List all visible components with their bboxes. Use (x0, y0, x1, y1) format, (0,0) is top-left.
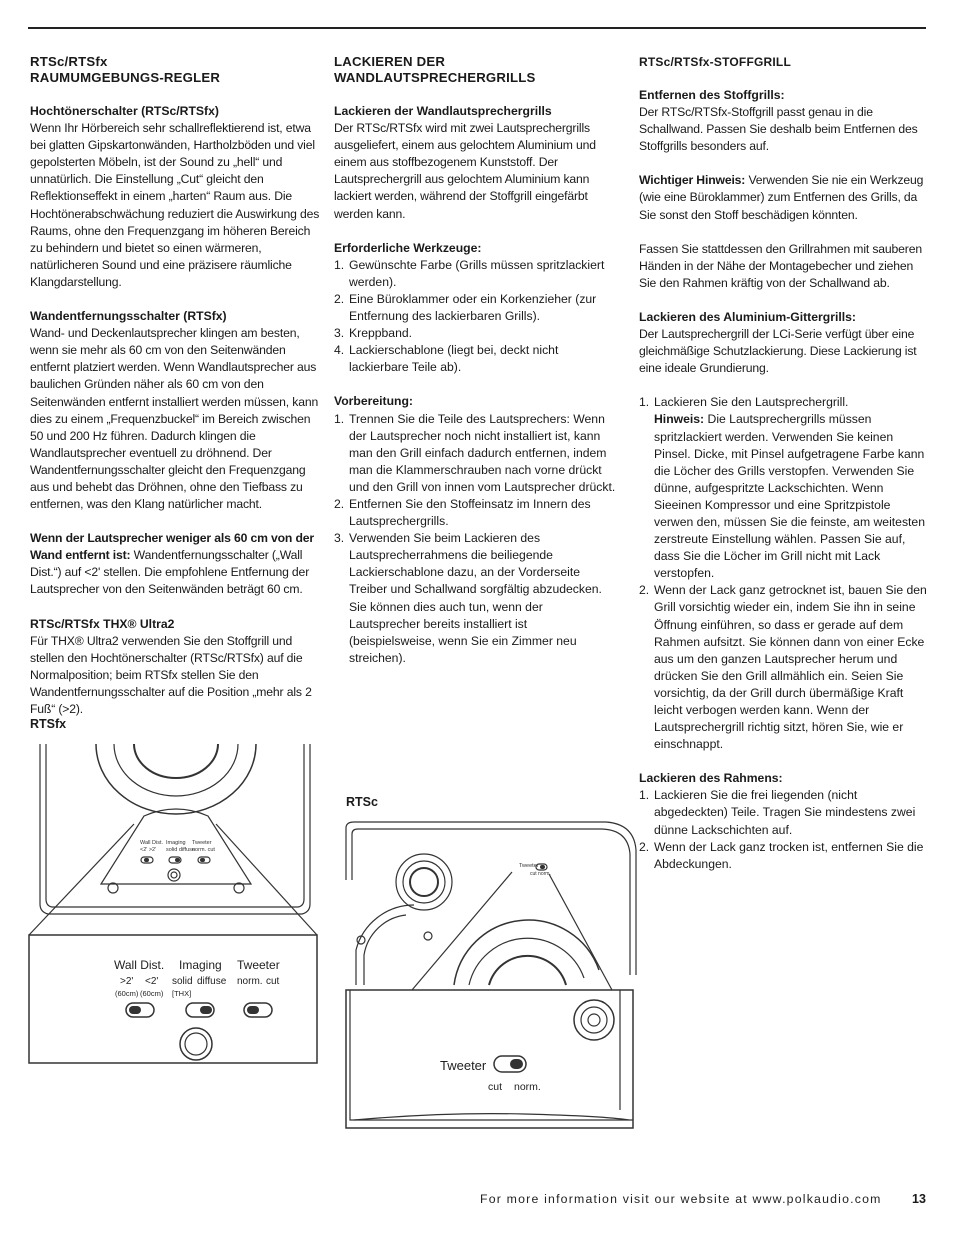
list-item: 2. Entfernen Sie den Stoffeinsatz im Innern des Lautsprechergrills. (334, 496, 591, 529)
near-wall-text: Wandentfernungsschalter („Wall Dist.“) auf <2' stellen. Die empfohlene Entfernung der Lautsprecher von den Seitenwänden beträgt 60 cm. (30, 548, 310, 597)
list-item: 1. Lackieren Sie die frei liegenden (nicht abgedeckten) Teile. Tragen Sie mindestens zwei dünne Lackschichten auf. (639, 788, 916, 837)
remove-grill-heading: Entfernen des Stoffgrills: (639, 88, 785, 102)
list-item: 1. Gewünschte Farbe (Grills müssen spritzlackiert werden). (334, 257, 605, 289)
near-wall-paragraph (30, 530, 320, 598)
small-tweeter-options: norm. cut (192, 847, 215, 853)
small-wall-options: <2' >2' (140, 847, 157, 853)
tools-heading: Erforderliche Werkzeuge: (334, 240, 482, 255)
wall-cm-2: (60cm) (140, 989, 164, 998)
diffuse-option: diffuse (197, 976, 227, 987)
column-1 (30, 54, 320, 718)
remove-grill-text: Der RTSc/RTSfx-Stoffgrill passt genau in die Schallwand. Passen Sie deshalb beim Entfernen des Stoffgrills besonders auf. (639, 105, 918, 154)
section-title: RTSc/RTSfx-STOFFGRILL (639, 55, 791, 69)
important-note: Wichtiger Hinweis: Verwenden Sie nie ein Werkzeug (wie eine Büroklammer) zum Entfernen des Grills, da Sie sonst den Stoff beschädigen könnten. (639, 173, 924, 222)
wall-distance-heading: Wandentfernungsschalter (RTSfx) (30, 309, 227, 324)
small-imaging-options: solid diffuse (166, 847, 195, 853)
section-title-line2: WANDLAUTSPRECHERGRILLS (334, 70, 536, 85)
list-item: 1. Trennen Sie die Teile des Lautsprechers: Wenn der Lautsprecher noch nicht installiert ist, kann man den Grill einfach dadurch entfernen, indem man die Klammerschrauben nach vorne drückt und den Grill von innen vom Lautsprecher drückt. (334, 411, 616, 494)
imaging-label: Imaging (179, 958, 222, 972)
small-wall-label: Wall Dist. (140, 840, 164, 846)
list-item: 3. Verwenden Sie beim Lackieren des Lautsprecherrahmens die beiliegende Lackierschablone dazu, an der Vorderseite Treiber und Schallwand sorgfältig abzudecken. Sie können dies auch tun, wenn der Lautsprecher bereits installiert ist (beispielsweise, wenn Sie ein Zimmer neu streichen). (334, 531, 602, 665)
tweeter-label: Tweeter (440, 1058, 487, 1073)
tweeter-switch-text: Wenn Ihr Hörbereich sehr schallreflektierend ist, etwa bei glatten Gipskartonwänden, Hartholzböden und viel gepolsterten Möbeln, ist der Sound zu „hell“ und unnatürlich. Die Einstellung „Cut“ gleicht den Reflektionseffekt in einem „harten“ Raum aus. Die Hochtönerabschwächung reduziert die Auswirkung des Raums, ohne den Frequenzgang im höheren Bereich zu behindern und bietet so einen wärmeren, natürlicheren Sound und eine präzisere räumliche Klangdarstellung. (30, 121, 320, 289)
thx-text: Für THX® Ultra2 verwenden Sie den Stoffgrill und stellen den Hochtönerschalter (RTSc/RTSfx) auf die Normalposition; beim RTSfx stellen Sie den Wandentfernungsschalter auf die Position „mehr als 2 Fuß“ (>2). (30, 633, 312, 716)
wall-distance-text: Wand- und Deckenlautsprecher klingen am besten, wenn sie mehr als 60 cm von den Seitenwänden entfernt platziert werden. Wenn Wandlautsprecher aus baulichen Gründen näher als 60 cm von den Seitenwänden entfernt installiert werden müssen, kann dies zu einem „Frequenzbuckel“ im Bereich zwischen 50 und 200 Hz führen. Dadurch klingen die Wandlautsprecher eventuell zu dröhnend. Der Wandentfernungsschalter gleicht den Frequenzgang aus und behebt das Dröhnen, ohne den Tiefbass zu entfernen, was den Klang natürlicher macht. (30, 326, 319, 512)
painting-text: Der RTSc/RTSfx wird mit zwei Lautsprechergrills ausgeliefert, einem aus gelochtem Aluminium und einem aus stoffbezogenem Kunststoff. Der Lautsprechergrill aus gelochtem Aluminium kann lackiert werden, während der Stoffgrill eingefärbt werden kann. (334, 121, 596, 221)
rtsfx-illustration (26, 744, 320, 1066)
solid-option: solid (172, 976, 193, 987)
frame-heading: Lackieren des Rahmens: (639, 771, 783, 786)
section-title-line2: RAUMUMGEBUNGS-REGLER (30, 70, 221, 85)
grab-frame-text: Fassen Sie stattdessen den Grillrahmen mit sauberen Händen in der Nähe der Montagebecher und ziehen Sie den Rahmen kräftig von der Schallwand ab. (639, 241, 922, 290)
painting-heading: Lackieren der Wandlautsprechergrills (334, 104, 552, 118)
rtsfx-caption: RTSfx (30, 717, 67, 731)
list-item: 4. Lackierschablone (liegt bei, deckt nicht lackierbare Teile ab). (334, 343, 559, 375)
section-title-line1: RTSc/RTSfx (30, 54, 108, 69)
thx-heading: RTSc/RTSfx THX® Ultra2 (30, 616, 175, 631)
tools-list (334, 257, 616, 377)
norm-option: norm. (514, 1081, 541, 1093)
footer-website-text: For more information visit our website at www.polkaudio.com (480, 1192, 882, 1206)
prep-heading: Vorbereitung: (334, 394, 413, 409)
wall-gt-option: >2' (120, 976, 134, 987)
small-imaging-label: Imaging (166, 840, 186, 846)
cut-option: cut (488, 1081, 503, 1093)
list-item: 2. Wenn der Lack ganz getrocknet ist, bauen Sie den Grill vorsichtig wieder ein, indem Sie ihn in seine Öffnung einführen, so dass er gerade auf dem Rahmen aufsitzt. Sie können dann von einer Ecke aus um den ganzen Lautsprecher herum und drücken Sie den Grill allmählich ein. Seien Sie vorsichtig, da der Grill durch übermäßige Kraft leicht verbogen werden kann. Wenn der Lautsprechergrill richtig sitzt, hören Sie, wie er einschnappt. (639, 583, 927, 752)
list-item: 2. Wenn der Lack ganz trocken ist, entfernen Sie die Abdeckungen. (639, 839, 924, 871)
cut-option: cut (266, 976, 280, 987)
list-item: 1. Lackieren Sie den Lautsprechergrill. Hinweis: Die Lautsprechergrills müssen spritzlackiert werden. Verwenden Sie keinen Pinsel. Dicke, mit Pinsel aufgetragene Farbe kann die Löcher des Grills verstopfen. Verwenden Sie dünne, aufgespritzte Lackschichten. Wenn Sieeinen Kompressor und eine Spritzpistole verwen den, müssen Sie die feinste, am weitesten zerstreute Einstellung wählen. Passen Sie auf, dass Sie die Löcher im Grill nicht mit Lack verstopfen. (639, 395, 925, 581)
thx-option: [THX] (172, 989, 192, 998)
rtsc-caption: RTSc (346, 795, 378, 809)
column-3 (639, 54, 929, 873)
rtsc-illustration (344, 820, 638, 1132)
tweeter-switch-heading: Hochtönerschalter (RTSc/RTSfx) (30, 104, 219, 118)
wall-lt-option: <2' (145, 976, 159, 987)
small-tweeter-label: Tweeter (192, 840, 212, 846)
tweeter-label: Tweeter (237, 958, 280, 972)
norm-option: norm. (237, 976, 263, 987)
alu-grill-text: Der Lautsprechergrill der LCi-Serie verfügt über eine gleichmäßige Schutzlackierung. Diese Lackierung ist eine ideale Grundierung. (639, 327, 917, 376)
small-tweeter-label: Tweeter (519, 863, 539, 869)
list-item: 3. Kreppband. (334, 326, 413, 341)
page-number: 13 (912, 1192, 926, 1206)
list-item: 2. Eine Büroklammer oder ein Korkenzieher (zur Entfernung des lackierbaren Grills). (334, 291, 597, 324)
top-rule (28, 27, 926, 29)
alu-grill-heading: Lackieren des Aluminium-Gittergrills: (639, 309, 856, 324)
prep-list (334, 411, 616, 667)
section-title-line1: LACKIEREN DER (334, 54, 446, 69)
column-2 (334, 54, 616, 667)
near-wall-heading: Wenn der Lautsprecher weniger als 60 cm von der Wand entfernt ist: (30, 531, 314, 563)
wall-dist-label: Wall Dist. (114, 958, 165, 972)
alu-steps-list (639, 394, 929, 753)
wall-cm-1: (60cm) (115, 989, 139, 998)
small-tweeter-options: cut norm. (530, 871, 551, 877)
frame-list (639, 787, 929, 872)
